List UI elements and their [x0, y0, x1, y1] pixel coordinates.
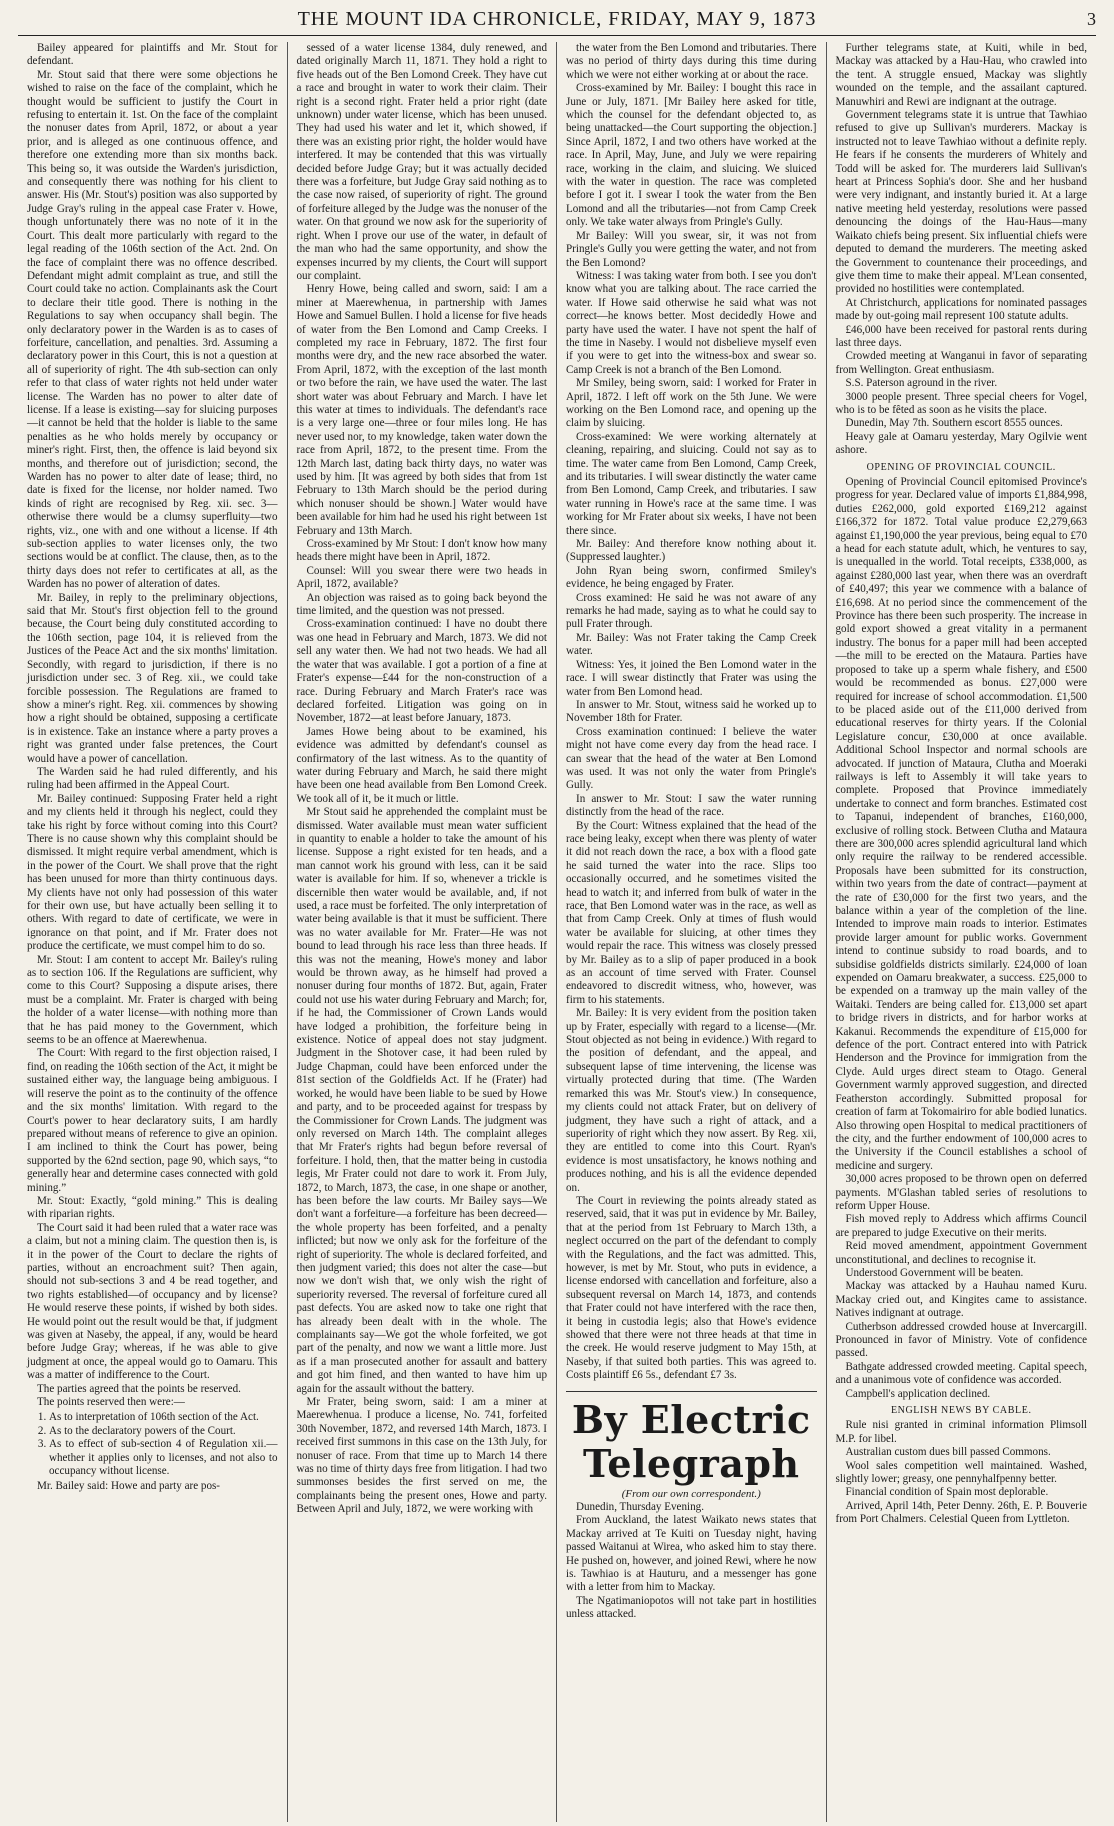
paragraph: The parties agreed that the points be reserved. [37, 1382, 241, 1395]
telegraph-subheading: (From our own correspondent.) [621, 1487, 761, 1500]
paragraph: the water from the Ben Lomond and tributaries. There was no period of thirty days during this time during which we were not either working at or about the race. [566, 42, 817, 81]
reserved-points-list [27, 1411, 278, 1478]
paragraph: The Court: With regard to the first objection raised, I find, on reading the 106th section of the Act, it might be sustained either way, the language being ambiguous. I will reserve the point as to the continuity of the offence and the six months' limitation. With regard to the Court's power to hear declaratory suits, I am hardly prepared without means of reference to give an opinion. I am inclined to think the Court has power, being supported by the 62nd section, page 90, which says, “to generally hear and determine cases connected with gold mining.” [27, 1047, 278, 1194]
paragraph: S.S. Paterson aground in the river. [845, 377, 998, 390]
paragraph: In answer to Mr. Stout, witness said he worked up to November 18th for Frater. [566, 698, 817, 725]
paragraph: Mr Stout said he apprehended the complaint must be dismissed. Water available must mean water sufficient in quantity to enable a holder to take the amount of his license. Suppose a right existed for ten heads, and a man cannot work his ground with less, can it be said water is available for him. If so, whenever a trickle is discernible then water would be available, and, if not used, a race must be forfeited. The only interpretation of water being available is that it must be sufficient. There was no water available for Mr. Frater—He was not bound to lead through his race less than three heads. If this was not the meaning, Howe's money and labor would be thrown away, as he himself had proved a nonuser during four months of 1872. But, again, Frater could not use his water during February and March; for, if he had, the Commissioner of Crown Lands would have lodged a prohibition, the forfeiture being in existence. Notice of appeal does not stay judgment. Judgment in the Shotover case, it had been ruled by Judge Chapman, could have been enforced under the 81st section of the Goldfields Act. If he (Frater) had worked, he would have been liable to be sued by Howe and party, and to be proceeded against for trespass by the Commissioner for Crown Lands. The judgment was only reversed on March 14th. The complaint alleges that Mr Frater's rights had begun before reversal of forfeiture. I hold, then, that the matter being in custodia legis, Mr Frater could not dare to work it. From July, 1872, to March, 1873, the case, in one shape or another, has been before the law courts. Mr Bailey says—We don't want a forfeiture—a forfeiture has been decreed—the whole property has been forfeited, and a penalty inflicted; but now we only ask for the forfeiture of the right of superiority. The whole is declared forfeited, and then judgment varied; this does not alter the case—but now we don't wish that, we only wish the right of superiority reversed. The reversal of forfeiture cured all past defects. You are asked now to take one right that has already been dealt with in the whole. The complainants say—We got the whole forfeited, we got part of the penalty, and now we want a little more. Just as if a man prosecuted another for assault and battery and got him fined, and then wanted to have him up again for the assault without the battery. [296, 806, 547, 1395]
paragraph: Crowded meeting at Wanganui in favor of separating from Wellington. Great enthusiasm. [835, 350, 1087, 376]
paragraph: Cross-examined: We were working alternately at cleaning, repairing, and sluicing. Could not say as to time. The water came from Ben Lomond, Camp Creek, and its tributaries. I will swear distinctly the water came from Ben Lomond, Camp Creek, and tributaries. I saw water running in Howe's race at the same time. I was working for Mr Frater about six weeks, I have not been there since. [566, 430, 817, 537]
column-2-paragraphs [297, 42, 548, 1517]
paragraph: Campbell's application declined. [845, 1387, 991, 1400]
column-3-paragraphs [566, 42, 817, 1383]
paragraph: The Court said it had been ruled that a water race was a claim, but not a mining claim. The question then is, is it in the power of the Court to declare the rights of parties, without an encroachment suit? Then again, should not sub-sections 3 and 4 be read together, and two rights established—of occupancy and by license? He would reserve these points, if wished by both sides. He would point out the result would be that, if judgment was given at Naseby, the appeal, if any, would be heard before Judge Gray; whereas, if he was able to give judgment at once, the appeal would go to Oamaru. This was a matter of indifference to the Court. [27, 1221, 278, 1382]
column-4-paragraphs [836, 42, 1088, 458]
paragraph: Mr. Bailey: It is very evident from the position taken up by Frater, especially with regard to a license—(Mr. Stout objected as not being in evidence.) With regard to the position of defendant, and the appeal, and subsequent lapse of time intervening, the license was virtually protected during that time. (The Warden remarked this was Mr. Stout's view.) In consequence, my clients could not attack Frater, but on delivery of judgment, they have such a right of attack, and a superiority of right which they now assert. By Reg. xii, they are entitled to come into this Court. Ryan's evidence is most unsatisfactory, he knows nothing and produces nothing, and his is all the evidence depended on. [566, 1007, 817, 1194]
paragraph: Witness: I was taking water from both. I see you don't know what you are talking about. The race carried the water. If Howe said otherwise he said what was not correct—he knows better. Most decidedly Howe and party have used the water. I have not spent the half of the time in Naseby. I would not disbelieve myself even if you were to get into the witness-box and swear so. Camp Creek is not a branch of the Ben Lomond. [566, 269, 817, 376]
paragraph: The Ngatimaniopotos will not take part in hostilities unless attacked. [566, 1594, 817, 1621]
paragraph: Further telegrams state, at Kuiti, while in bed, Mackay was attacked by a Hau-Hau, who crawled into the tent. A struggle ensued, Mackay was slightly wounded on the temple, and the assailant captured. Manuwhiri and Rewi are indignant at the outrage. [835, 42, 1087, 108]
section-heading-provincial-council: OPENING OF PROVINCIAL COUNCIL. [866, 461, 1056, 473]
paragraph: The points reserved then were:— [37, 1396, 185, 1409]
paragraph: Mr Smiley, being sworn, said: I worked for Frater in April, 1872. I left off work on the 5th June. We were working on the Ben Lomond race, and opening up the claim by sluicing. [566, 377, 817, 430]
paragraph: Mr. Stout: I am content to accept Mr. Bailey's ruling as to section 106. If the Regulations are sufficient, why come to this Court? Supposing a dispute arises, there must be a complaint. Mr. Frater is charged with being the holder of a water license—with nothing more than that he has paid money to the Government, which seems to be an offence at Maerewhenua. [27, 953, 278, 1047]
paragraph: Henry Howe, being called and sworn, said: I am a miner at Maerewhenua, in partnership with James Howe and Samuel Bullen. I hold a license for five heads of water from the Ben Lomond and Camp Creeks. I completed my race in February, 1872. The first four months were dry, and the new race absorbed the water. From April, 1872, with the exception of the last month or two before the rain, we have used the water. The last short water was about February and March. I have let this water at times to individuals. The defendant's race is a very large one—three or four miles long. He has never used nor, to my knowledge, taken water down the race from April, 1872, to the present time. From the 12th March last, dating back thirty days, no water was used by him. [It was agreed by both sides that from 1st February to 13th March should be the period during which nonuser should be shown.] Water would have been available for him had he used his right between 1st February and 13th March. [296, 283, 547, 537]
paragraph: Understood Government will be beaten. [845, 1266, 1024, 1279]
paragraph: Mr. Stout: Exactly, “gold mining.” This is dealing with riparian rights. [27, 1194, 278, 1221]
paragraph: The Court in reviewing the points already stated as reserved, said, that it was put in evidence by Mr. Bailey, that at the period from 1st February to March 13th, a neglect occurred on the part of the defendant to comply with the Regulations, and the fact was admitted. This, however, is met by Mr. Stout, who puts in evidence, a license endorsed with cancellation and forfeiture, also a subsequent reversal on March 14, 1873, and contends that Frater could not have interfered with the race then, it being in custodia legis; also that Howe's evidence showed that there were not three heads at that time in the creek. He would reserve judgment to May 15th, at Naseby, if that suited both parties. This was agreed to. Costs plaintiff £6 5s., defendant £7 3s. [566, 1194, 817, 1382]
paragraph: Opening of Provincial Council epitomised Province's progress for year. Declared value of imports £1,884,998, duties £262,000, gold exported £169,212 against £166,372 for 1872. Total value produce £2,279,663 against £1,190,000 the year previous, being equal to £70 a head for each statute adult, which, he ventures to say, is unequalled in the world. Total receipts, £338,000, as against £280,000 last year, when there was an overdraft of £40,497; this year we commence with a balance of £16,698. At no period since the commencement of the Province has there been such prosperity. The increase in gold export showed a great vitality in a permanent industry. The bonus for a paper mill had been accepted—the mill to be erected on the Mataura. Parties have proposed to take up a sperm whale fishery, and £500 would be recommended as bonus. £27,000 were required for increase of school accommodation. £1,500 to be placed aside out of the £11,000 derived from educational reserves for thirty years. If the Colonial Legislature concur, £30,000 at once available. Additional School Inspector and normal schools are advocated. If junction of Mataura, Clutha and Moeraki railways is left to Assembly it will take years to complete. Proposed that Province immediately undertake to connect and form branches. Estimated cost to Tapanui, independent of branches, £160,000, exclusive of rolling stock. Between Clutha and Mataura there are 300,000 acres splendid agricultural land which only require the railway to be rendered accessible. Proposals have been submitted for its construction, within two years from the date of contract—payment at the rate of £30,000 for the first two years, and the balance within a year of the completion of the line. Intended to improve main roads to interior. Estimates provide larger amount for public works. Government intend to continue subsidy to road boards, and to subsidise goldfields districts similarly. £24,000 of loan expended on Oamaru breakwater, a success. £25,000 to be expended on a tramway up the main valley of the Waitaki. Tenders are being called for. £13,000 set apart to bridge rivers in districts, and for harbor works at Kakanui. Recommends the expenditure of £15,000 for defence of the port. Contract entered into with Patrick Henderson and the Province for immigration from the Clyde. Auld urges direct steam to Otago. General Government warmly approved suggestion, and directed Featherston accordingly. Submitted proposal for creation of farm at Tokomairiro for able bodied lunatics. Also throwing open Hospital to medical practitioners of the city, and the further endowment of 100,000 acres to the University if the Council establishes a school of medicine and surgery. [835, 476, 1087, 1172]
paragraph: sessed of a water license 1384, duly renewed, and dated originally March 11, 1871. They hold a right to five heads out of the Ben Lomond Creek. They have cut a race and brought in water to work their claim. Their right is a second right. Frater held a prior right (date unknown) under water license, which has been unused. They had used his water and let it, which showed, if there was an existing prior right, the holder would have interfered. It may be contended that this was virtually decided before Judge Gray; but it was actually decided there was a forfeiture, but Judge Gray said nothing as to the case now raised, of superiority of right. The ground of forfeiture alleged by the Judge was the nonuser of the water. On that ground we now ask for the superiority of right. When I prove our use of the water, in default of the man who had the same opportunity, and show the expenses incurred by my clients, the Court will support our complaint. [296, 42, 547, 282]
paragraph: Counsel: Will you swear there were two heads in April, 1872, available? [296, 564, 547, 591]
paragraph: James Howe being about to be examined, his evidence was admitted by defendant's counsel as confirmatory of the last witness. As to the quantity of water during February and March, he said there might have been one head available from Ben Lomond Creek. We took all of it, be it much or little. [296, 725, 547, 805]
paragraph: Cross-examined by Mr Stout: I don't know how many heads there might have been in April, 1872. [296, 538, 547, 564]
column-1-paragraphs [27, 42, 278, 1409]
paragraph: Mr. Bailey, in reply to the preliminary objections, said that Mr. Stout's first objection fell to the ground because, the Court being duly constituted according to the 106th section, page 104, it is relieved from the Justices of the Peace Act and the six months' limitation. Secondly, with regard to jurisdiction, if there is no jurisdiction under sec. 3 of Reg. xii., we could take forcible possession. The Regulations are framed to show a miner's right. Reg. xii. commences by showing how a right should be obtained, supposing a certificate is in existence. Take an instance where a party proves a right was granted under false pretences, the Court would have a power of cancellation. [27, 591, 278, 765]
paragraph: John Ryan being sworn, confirmed Smiley's evidence, he being engaged by Frater. [566, 564, 817, 591]
paragraph: Mr. Bailey: Was not Frater taking the Camp Creek water. [566, 631, 817, 658]
paragraph: Dunedin, Thursday Evening. [576, 1501, 704, 1514]
paragraph: Financial condition of Spain most deplorable. [845, 1486, 1049, 1499]
paragraph: £46,000 have been received for pastoral rents during last three days. [835, 323, 1087, 349]
paragraph: Mr Frater, being sworn, said: I am a miner at Maerewhenua. I produce a license, No. 741, forfeited 30th November, 1872, and reversed 14th March, 1873. I received first summons in this case on the 13th July, for nonuser of race. From that time up to March 14 there was no time of thirty days free from litigation. I had two summonses besides the first served on me, the complainants being the present ones, Howe and party. Between April and July, 1872, we were working with [296, 1396, 547, 1516]
paragraph: Mr. Bailey: And therefore know nothing about it. (Suppressed laughter.) [566, 538, 817, 564]
paragraph: The Warden said he had ruled differently, and his ruling had been affirmed in the Appeal Court. [27, 765, 278, 792]
column-2 [288, 42, 558, 1822]
paragraph: Mr Bailey: Will you swear, sir, it was not from Pringle's Gully you were getting the water, and not from the Ben Lomond? [566, 229, 817, 269]
column-4-cable-paragraphs [836, 1419, 1088, 1526]
paragraph: Government telegrams state it is untrue that Tawhiao refused to give up Sullivan's murderers. Mackay is instructed not to leave Tawhiao without a definite reply. He fears if he consents the murderers of Whitely and Todd will be asked for. The murderers laid Sullivan's heart at Princess Sophia's door. She and her husband were very indignant, and instantly buried it. At a large native meeting held yesterday, resolutions were passed denouncing the doings of the Hau-Haus—many Waikato chiefs being present. Six influential chiefs were deputed to demand the murderers. The meeting asked the Government to countenance their proceedings, and give them time to make their appeal. M'Lean consented, provided no hostilities were contemplated. [835, 109, 1087, 296]
paragraph: At Christchurch, applications for nominated passages made by out-going mail represent 100 statute adults. [835, 296, 1087, 323]
paragraph: From Auckland, the latest Waikato news states that Mackay arrived at Te Kuiti on Tuesday night, having passed Waitanui at Wirea, who asked him to stay there. He pushed on, however, and joined Rewi, where he now is. Tawhiao is at Hauturu, and a messenger has gone with a letter from him to Mackay. [566, 1514, 817, 1594]
telegraph-heading: By Electric Telegraph [571, 1396, 811, 1486]
list-item: 3. As to effect of sub-section 4 of Regulation xii.—whether it applies only to licenses, and not also to occupancy without license. [49, 1438, 278, 1478]
paragraph: By the Court: Witness explained that the head of the race being leaky, except when there was plenty of water it did not reach down the race, a box with a flood gate he said turned the water into the race. Slips too occasionally occurred, and he sometimes visited the head to watch it; and inferred from bulk of water in the race, that Ben Lomond water was in the race, as well as that from Camp Creek. Only at times of flush would water be available for sluicing, at other times they would repair the race. This witness was closely pressed by Mr. Bailey as to a slip of paper produced in a book as an account of time served with Frater. Counsel endeavored to discredit witness, who, however, was firm to his statements. [566, 819, 817, 1006]
paragraph: Cross examined: He said he was not aware of any remarks he had made, saying as to what he could say to pull Frater through. [566, 591, 817, 631]
paragraph: Dunedin, May 7th. Southern escort 8555 ounces. [845, 417, 1063, 430]
paragraph: Reid moved amendment, appointment Government unconstitutional, and declines to recognise it. [835, 1240, 1087, 1266]
paragraph: Cross-examined by Mr. Bailey: I bought this race in June or July, 1871. [Mr Bailey here asked for title, which the counsel for the defendant objected to, as being unattacked—the Court supporting the objection.] Since April, 1872, I and two others have worked at the race. In April, May, June, and July we were repairing race, working in the claim, and sluicing. We sluiced with the water in question. The race was completed before I got it. I swear I took the water from the Ben Lomond and all the tributaries—not from Camp Creek only. We take water always from Pringle's Gully. [566, 82, 817, 229]
paragraph: Wool sales competition well maintained. Washed, slightly lower; greasy, one pennyhalfpenny better. [835, 1459, 1087, 1486]
column-1 [18, 42, 288, 1822]
paragraph: Australian custom dues bill passed Commons. [845, 1446, 1051, 1459]
list-item: 1. As to interpretation of 106th section of the Act. [49, 1411, 278, 1424]
masthead-title: THE MOUNT IDA CHRONICLE, FRIDAY, MAY 9, 1873 [297, 8, 817, 30]
column-3 [557, 42, 827, 1822]
section-heading-english-news: ENGLISH NEWS BY CABLE. [890, 1405, 1032, 1417]
column-4 [827, 42, 1097, 1822]
paragraph: Cross examination continued: I believe the water might not have come every day from the head race. I can swear that the head of the water at Ben Lomond was used. It was not only the water from Pringle's Gully. [566, 725, 817, 792]
page-number: 3 [1087, 9, 1096, 29]
column-3-telegraph-paragraphs [566, 1501, 817, 1622]
paragraph: In answer to Mr. Stout: I saw the water running distinctly from the head of the race. [566, 792, 817, 819]
paragraph: Mr. Bailey continued: Supposing Frater held a right and my clients held it through his neglect, could they take his right by force without coming into this Court? There is no cause shown why this complaint should be dismissed. It might require verbal amendment, which is in the power of the Court. We shall prove that the right has been unused for more than thirty continuous days. My clients have not only had possession of this water for their own use, but have actually been selling it to others. With regard to date of certificate, we were in ignorance on that point, and if Mr. Frater does not produce the certificate, we must compel him to do so. [27, 792, 278, 953]
paragraph: 3000 people present. Three special cheers for Vogel, who is to be fêted as soon as he visits the place. [835, 390, 1087, 416]
paragraph: Mr. Stout said that there were some objections he wished to raise on the face of the complaint, which he thought would be sufficient to justify the Court in refusing to entertain it. 1st. On the face of the complaint the nonuser dates from April, 1872, or about a year prior, and is alleged as one continuous offence, and therefore one extending more than six months back. This being so, it was outside the Warden's jurisdiction, and consequently there was nothing for his client to answer. His (Mr. Stout's) position was also supported by Judge Gray's ruling in the appeal case Frater v. Howe, though unfortunately there was no note of it in the Court. This dealt more particularly with regard to the legal reading of the 106th section of the Act. 2nd. On the face of complaint there was no offence described. Defendant might admit complaint as true, and still the Court could take no action. Complainants ask the Court to declare their title good. There is nothing in the Regulations to say when occupancy shall begin. The only declaratory power in the Warden is as to cases of forfeiture, cancellation, and penalties. 3rd. Assuming a declaratory power in this Court, this is not a question at all of superiority of right. The 4th sub-section can only refer to that class of water rights not held under water license. The Warden has no power to alter date of license. If a lease is existing—say for sluicing purposes—it cannot be held that the holder is liable to the same penalties as he who holds merely by occupancy or miner's right. First, then, the offence is laid beyond six months, and therefore out of jurisdiction; second, the Warden has no power to alter date of lease; third, no date is fixed for the license, nor holder named. Two kinds of right are recognised by Reg. xii. sec. 3—otherwise there would be a clumsy superfluity—two rights, viz., one with and one without a license. If 4th sub-section applies to water licenses only, the two sections would be at conflict. The clause, then, as to the thirty days does not refer to certificates at all, as the Warden has no power of alteration of dates. [27, 68, 278, 591]
paragraph: Bathgate addressed crowded meeting. Capital speech, and a unanimous vote of confidence was accorded. [835, 1360, 1087, 1387]
paragraph: Rule nisi granted in criminal information Plimsoll M.P. for libel. [835, 1419, 1087, 1445]
telegraph-banner [566, 1391, 817, 1501]
paragraph: An objection was raised as to going back beyond the time limited, and the question was not pressed. [296, 591, 547, 618]
paragraph: Fish moved reply to Address which affirms Council are prepared to judge Executive on their merits. [835, 1213, 1087, 1239]
paragraph: Cutherbson addressed crowded house at Invercargill. Pronounced in favor of Ministry. Vote of confidence passed. [835, 1320, 1087, 1360]
columns [18, 42, 1096, 1822]
paragraph: Cross-examination continued: I have no doubt there was one head in February and March, 1873. We did not sell any water then. We had not two heads. We had all the water that was available. I got a portion of a fine at Frater's expense—£44 for the non-construction of a race. During February and March Frater's race was declared forfeited. Litigation was going on in November, 1872—at least before January, 1873. [296, 618, 547, 725]
masthead [18, 8, 1096, 36]
column-4-council-paragraphs [836, 476, 1088, 1401]
paragraph: Heavy gale at Oamaru yesterday, Mary Ogilvie went ashore. [835, 430, 1087, 457]
paragraph: Mackay was attacked by a Hauhau named Kuru. Mackay cried out, and Kingites came to assistance. Natives indignant at outrage. [835, 1280, 1087, 1320]
paragraph: Arrived, April 14th, Peter Denny. 26th, E. P. Bouverie from Port Chalmers. Celestial Queen from Lyttleton. [835, 1499, 1087, 1526]
list-item: 2. As to the declaratory powers of the Court. [49, 1425, 278, 1438]
column-1-trailing: Mr. Bailey said: Howe and party are pos- [37, 1480, 220, 1493]
paragraph: 30,000 acres proposed to be thrown open on deferred payments. M'Glashan tabled series of resolutions to reform Upper House. [835, 1173, 1087, 1212]
paragraph: Bailey appeared for plaintiffs and Mr. Stout for defendant. [27, 42, 278, 68]
paragraph: Witness: Yes, it joined the Ben Lomond water in the race. I will swear distinctly that Frater was using the water from Ben Lomond head. [566, 658, 817, 698]
